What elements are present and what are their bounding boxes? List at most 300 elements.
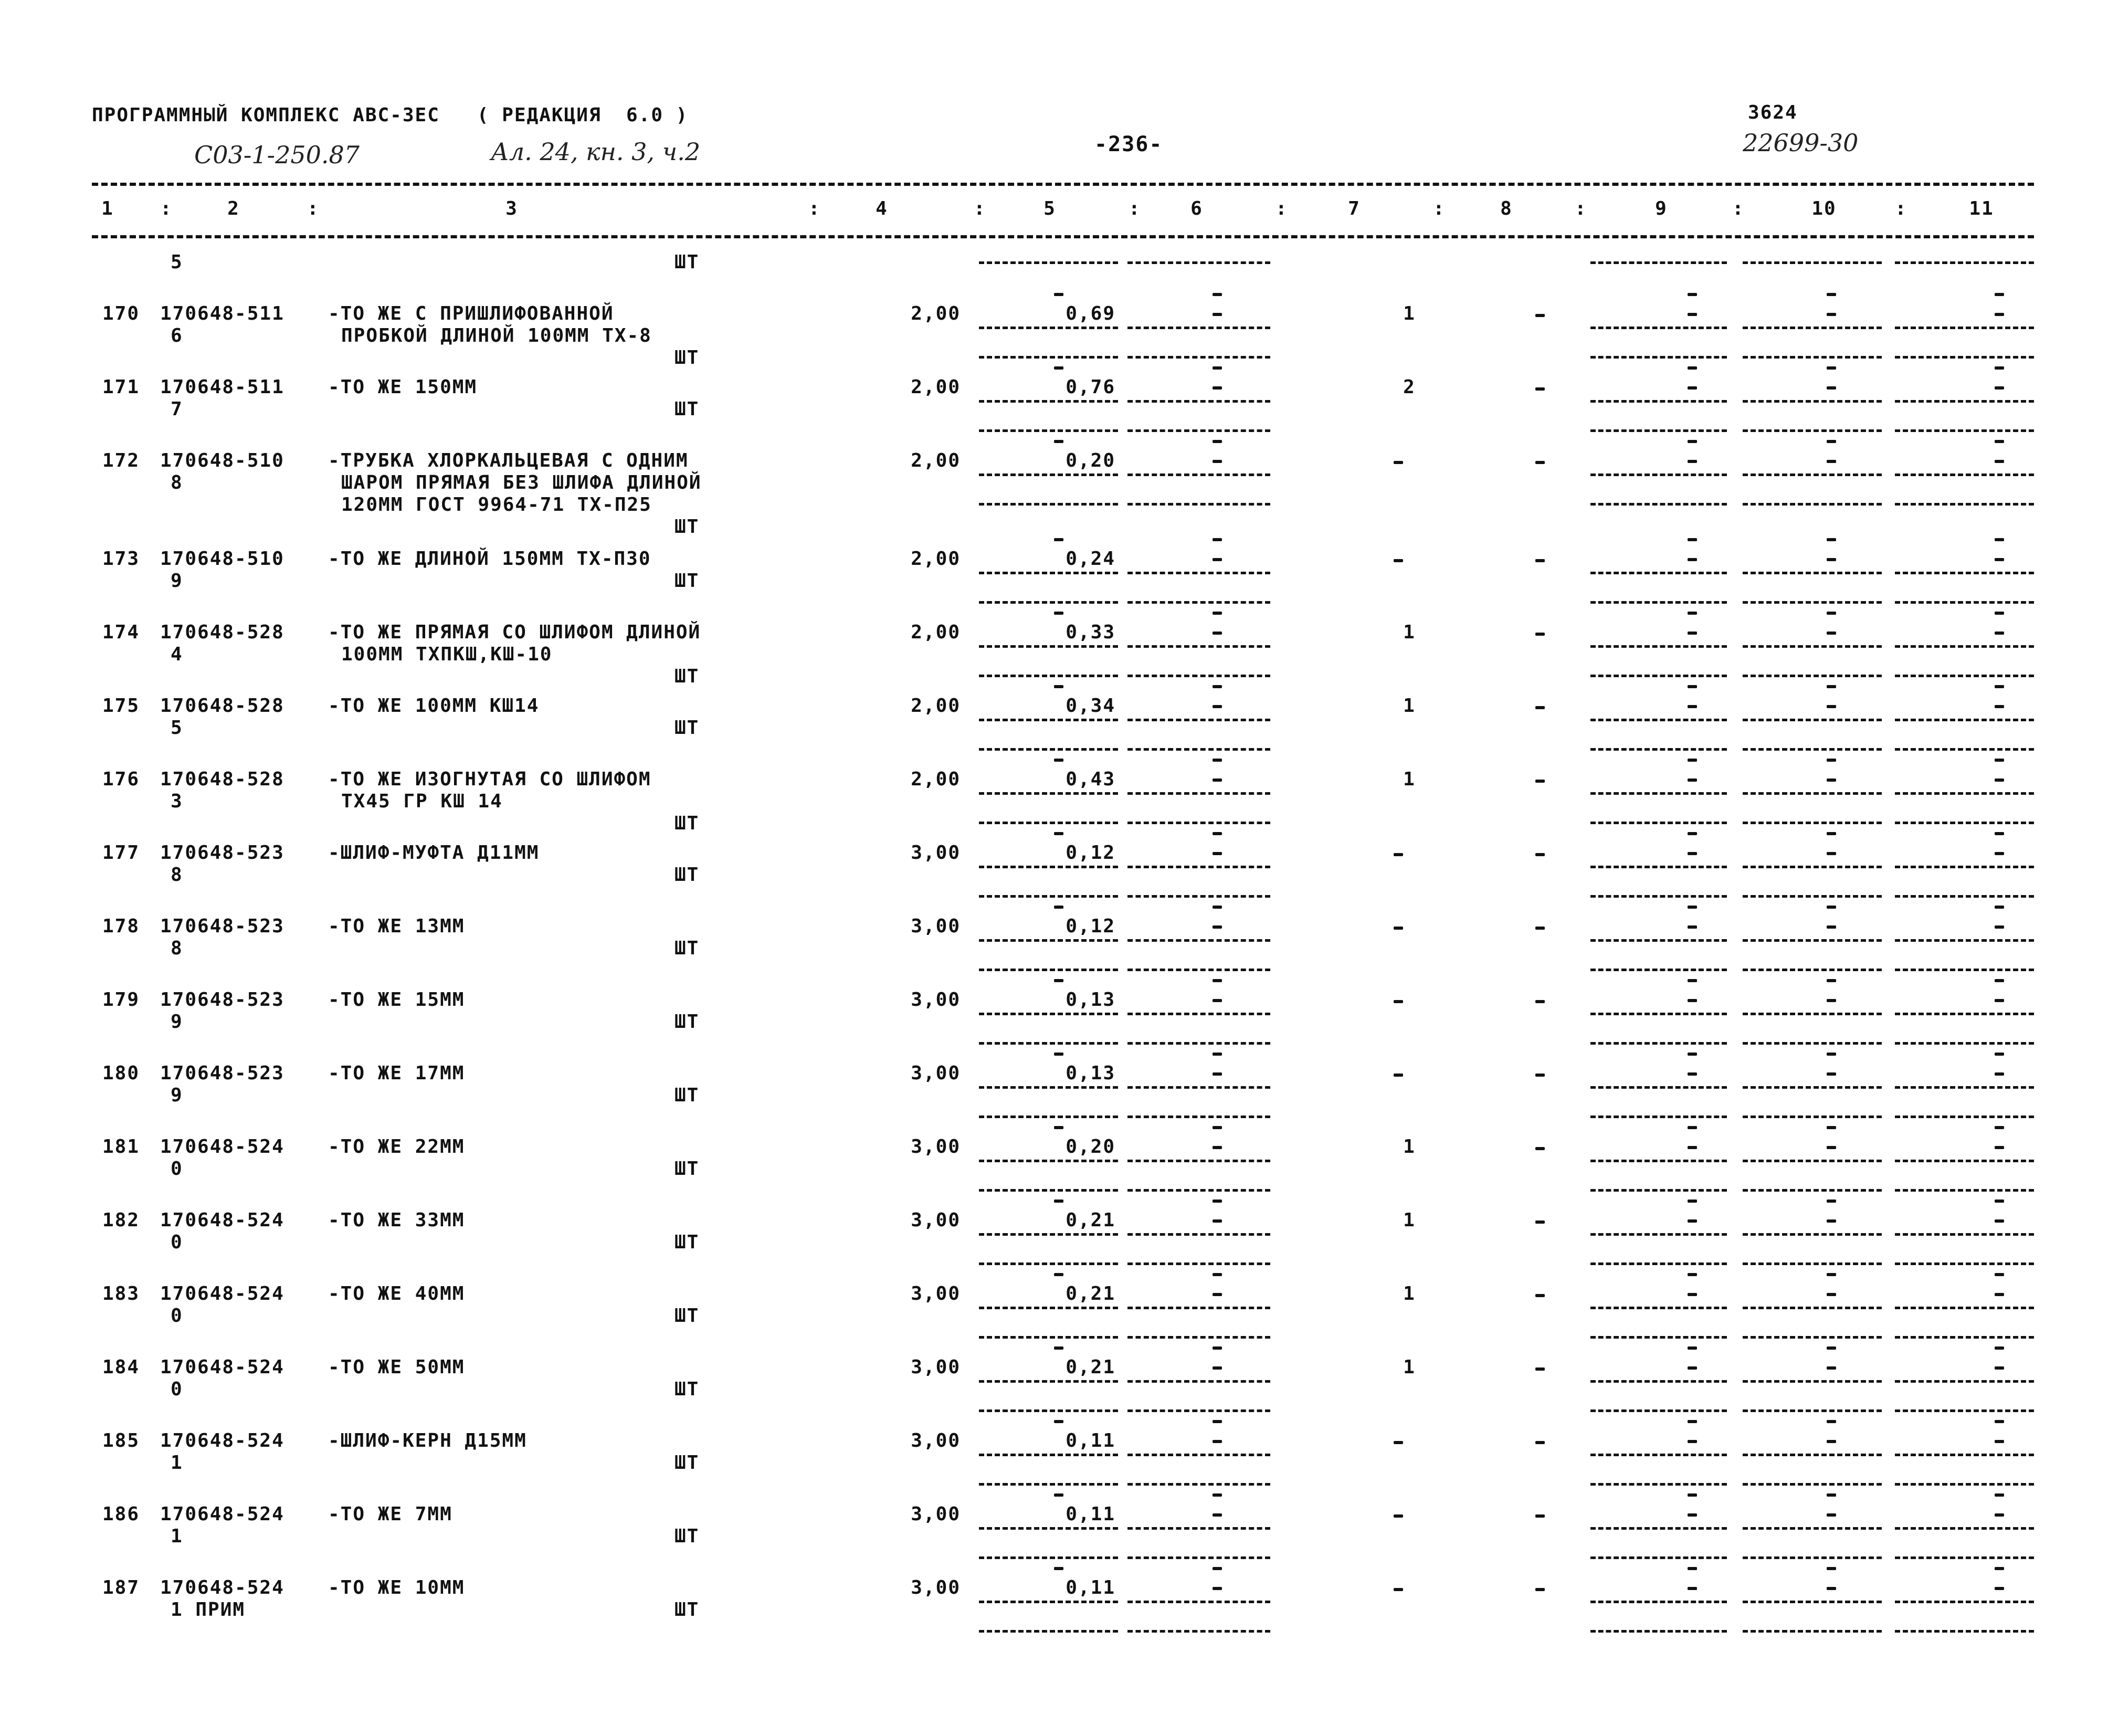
cell-rule [1895, 1042, 2034, 1045]
cell-rule [1895, 327, 2034, 329]
cell-rule [1127, 1601, 1270, 1603]
unit-cell: ШТ [674, 1525, 700, 1547]
row-description-line: 100ММ ТХПКШ,КШ-10 [341, 644, 553, 665]
price-cell: 0,34 [1066, 695, 1115, 717]
dash-mark [1688, 1273, 1697, 1276]
row-code: 170648-528 [160, 769, 284, 790]
row-code: 170648-524 [160, 1136, 284, 1158]
dash-mark [1827, 1513, 1836, 1517]
row-description-line: -ТО ЖЕ 33ММ [328, 1209, 465, 1231]
column-header-11: 11 [1969, 198, 1994, 219]
price-cell: 0,11 [1066, 1430, 1115, 1451]
price-cell: 0,43 [1066, 769, 1115, 790]
dash-mark [1995, 1053, 2004, 1056]
cell-rule [1743, 1630, 1882, 1633]
cell-rule [979, 1601, 1118, 1603]
cell-rule [1743, 1556, 1882, 1559]
dash-mark [1827, 1072, 1836, 1076]
cell-rule [1590, 261, 1727, 264]
quantity-cell: 2,00 [911, 450, 961, 471]
column7-value: 1 [1403, 622, 1416, 643]
dash-mark [1995, 759, 2004, 762]
dash-mark [1827, 632, 1836, 635]
dash-mark [1213, 979, 1222, 982]
cell-rule [979, 261, 1118, 264]
cell-rule [1895, 1233, 2034, 1236]
dash-mark [1688, 1440, 1697, 1443]
cell-rule [1743, 939, 1882, 942]
dash-mark [1995, 632, 2004, 635]
row-code: 170648-510 [160, 450, 284, 471]
dash-mark [1688, 906, 1697, 909]
dash-mark [1688, 852, 1697, 855]
row-description-line: -ТО ЖЕ С ПРИШЛИФОВАННОЙ [328, 303, 614, 324]
price-cell: 0,11 [1066, 1503, 1115, 1525]
column7-value: 1 [1403, 695, 1416, 717]
cell-rule [1743, 1160, 1882, 1162]
dash-mark [1213, 759, 1222, 762]
cell-rule [1743, 1601, 1882, 1603]
dash-mark [1827, 1567, 1836, 1570]
cell-rule [1127, 474, 1270, 476]
row-number: 185 [102, 1430, 140, 1451]
price-cell: 0,24 [1066, 548, 1115, 570]
cell-rule [1590, 1189, 1727, 1192]
column-header-1: 1 [101, 198, 114, 219]
dash-mark [1535, 314, 1545, 317]
price-cell: 0,76 [1066, 376, 1115, 398]
dash-mark [1054, 1567, 1063, 1570]
cell-rule [1127, 1556, 1270, 1559]
row-code-line2: 1 [171, 1452, 183, 1474]
cell-rule [1743, 429, 1882, 432]
dash-mark [1827, 612, 1836, 615]
dash-mark [1054, 1493, 1063, 1497]
price-cell: 0,20 [1066, 450, 1115, 471]
dash-mark [1827, 1273, 1836, 1276]
dash-mark [1688, 1587, 1697, 1590]
row-description-line: -ШЛИФ-КЕРН Д15ММ [328, 1430, 527, 1451]
column-separator: : [1276, 198, 1288, 219]
dash-mark [1995, 979, 2004, 982]
cell-rule [1590, 1380, 1727, 1383]
unit-cell: ШТ [674, 717, 700, 739]
row-code: 170648-523 [160, 842, 284, 864]
dash-mark [1535, 1514, 1545, 1518]
dash-mark [1827, 1440, 1836, 1443]
code-bottom: 22699-30 [1743, 129, 1859, 157]
column-header-3: 3 [505, 198, 518, 219]
cell-rule [1895, 400, 2034, 403]
cell-rule [1127, 969, 1270, 971]
cell-rule [979, 1233, 1118, 1236]
cell-rule [979, 503, 1118, 506]
dash-mark [1827, 1346, 1836, 1350]
dash-mark [1688, 538, 1697, 541]
cell-rule [1590, 748, 1727, 751]
cell-rule [1127, 939, 1270, 942]
cell-rule [1895, 1116, 2034, 1118]
dash-mark [1827, 1587, 1836, 1590]
dash-mark [1535, 1294, 1545, 1297]
cell-rule [1590, 939, 1727, 942]
cell-rule [1895, 1336, 2034, 1339]
cell-rule [1127, 1336, 1270, 1339]
album-reference: Ал. 24, кн. 3, ч.2 [491, 138, 701, 166]
cell-rule [979, 969, 1118, 971]
row-description-line: -ШЛИФ-МУФТА Д11ММ [328, 842, 540, 864]
column-header-8: 8 [1500, 198, 1513, 219]
dash-mark [1213, 925, 1222, 929]
cell-rule [1590, 675, 1727, 677]
row-number: 182 [102, 1209, 140, 1231]
cell-rule [1743, 866, 1882, 868]
cell-rule [1895, 601, 2034, 604]
row-description-line: ПРОБКОЙ ДЛИНОЙ 100ММ ТХ-8 [341, 325, 652, 346]
dash-mark [1054, 906, 1063, 909]
column7-value: 1 [1403, 303, 1416, 324]
cell-rule [1743, 1483, 1882, 1486]
dash-mark [1054, 293, 1063, 296]
dash-mark [1688, 1072, 1697, 1076]
cell-rule [1127, 1189, 1270, 1192]
cell-rule [1127, 1233, 1270, 1236]
dash-mark [1688, 1493, 1697, 1497]
column7-value: 1 [1403, 769, 1416, 790]
cell-rule [1895, 1454, 2034, 1456]
row-code: 170648-524 [160, 1283, 284, 1304]
dash-mark [1054, 1053, 1063, 1056]
cell-rule [1743, 1013, 1882, 1015]
cell-rule [1127, 748, 1270, 751]
dash-mark [1827, 366, 1836, 370]
row-code-line2: 3 [171, 791, 183, 812]
cell-rule [1590, 429, 1727, 432]
row-code: 170648-523 [160, 916, 284, 937]
dash-mark [1688, 366, 1697, 370]
price-cell: 0,13 [1066, 1062, 1115, 1084]
dash-mark [1827, 1293, 1836, 1296]
row-number: 181 [102, 1136, 140, 1158]
quantity-cell: 2,00 [911, 695, 961, 717]
dash-mark [1213, 1346, 1222, 1350]
cell-rule [1590, 822, 1727, 824]
cell-rule [1895, 1380, 2034, 1383]
cell-rule [1895, 792, 2034, 795]
unit-cell: ШТ [674, 938, 700, 959]
cell-rule [1743, 400, 1882, 403]
row-code-line2: 1 ПРИМ [171, 1599, 246, 1621]
row-description-line: -ТО ЖЕ 50ММ [328, 1356, 465, 1378]
cell-rule [1743, 675, 1882, 677]
dash-mark [1213, 1567, 1222, 1570]
dash-mark [1213, 906, 1222, 909]
row-code: 170648-511 [160, 303, 284, 324]
dash-mark [1535, 633, 1545, 636]
dash-mark [1688, 313, 1697, 316]
quantity-cell: 3,00 [911, 1503, 961, 1525]
dash-mark [1213, 1440, 1222, 1443]
row-description-line: 120ММ ГОСТ 9964-71 ТХ-П25 [341, 494, 652, 515]
cell-rule [1743, 1189, 1882, 1192]
dash-mark [1213, 832, 1222, 835]
dash-mark [1827, 852, 1836, 855]
cell-rule [1127, 719, 1270, 721]
cell-rule [1895, 866, 2034, 868]
dash-mark [1827, 460, 1836, 463]
dash-mark [1827, 925, 1836, 929]
unit-cell: ШТ [674, 1085, 700, 1106]
dash-mark [1213, 1273, 1222, 1276]
cell-rule [1895, 474, 2034, 476]
dash-mark [1827, 1420, 1836, 1423]
cell-rule [1895, 1160, 2034, 1162]
dash-mark [1827, 1200, 1836, 1203]
header-rule-bottom [92, 235, 2034, 238]
cell-rule [1127, 895, 1270, 898]
cell-rule [1127, 400, 1270, 403]
dash-mark [1213, 1513, 1222, 1517]
dash-mark [1995, 1366, 2004, 1370]
cell-rule [1127, 866, 1270, 868]
dash-mark [1213, 1053, 1222, 1056]
cell-rule [979, 601, 1118, 604]
dash-mark [1054, 832, 1063, 835]
dash-mark [1213, 1293, 1222, 1296]
dash-mark [1827, 1053, 1836, 1056]
cell-rule [1127, 261, 1270, 264]
dash-mark [1394, 1441, 1403, 1444]
cell-rule [1743, 1454, 1882, 1456]
dash-mark [1394, 927, 1403, 930]
row-number: 176 [102, 769, 140, 790]
cell-rule [1895, 748, 2034, 751]
row-description-line: -ТО ЖЕ ИЗОГНУТАЯ СО ШЛИФОМ [328, 769, 651, 790]
cell-rule [1590, 356, 1727, 359]
cell-rule [1743, 792, 1882, 795]
row-number: 177 [102, 842, 140, 864]
dash-mark [1213, 538, 1222, 541]
cell-rule [1743, 1042, 1882, 1045]
unit-cell: ШТ [674, 1158, 700, 1180]
row-number: 175 [102, 695, 140, 717]
dash-mark [1688, 1293, 1697, 1296]
cell-rule [1895, 572, 2034, 574]
dash-mark [1995, 313, 2004, 316]
dash-mark [1995, 778, 2004, 782]
cell-rule [1743, 601, 1882, 604]
row-code-line2: 9 [171, 570, 183, 592]
cell-rule [1895, 1013, 2034, 1015]
dash-mark [1995, 925, 2004, 929]
quantity-cell: 2,00 [911, 376, 961, 398]
dash-mark [1827, 685, 1836, 688]
dash-mark [1054, 1273, 1063, 1276]
row-description-line: -ТО ЖЕ 150ММ [328, 376, 478, 398]
price-cell: 0,12 [1066, 916, 1115, 937]
row-number: 178 [102, 916, 140, 937]
cell-rule [1590, 1483, 1727, 1486]
cell-rule [1743, 327, 1882, 329]
dash-mark [1213, 386, 1222, 390]
cell-rule [979, 719, 1118, 721]
price-cell: 0,21 [1066, 1209, 1115, 1231]
dash-mark [1688, 1126, 1697, 1129]
cell-rule [979, 675, 1118, 677]
cell-rule [1743, 748, 1882, 751]
dash-mark [1688, 1346, 1697, 1350]
row-description-line: -ТО ЖЕ 100ММ КШ14 [328, 695, 540, 717]
column-header-6: 6 [1190, 198, 1203, 219]
dash-mark [1688, 460, 1697, 463]
unit-cell: ШТ [674, 1379, 700, 1400]
code-top: 3624 [1748, 102, 1798, 123]
cell-rule [1590, 327, 1727, 329]
dash-mark [1688, 979, 1697, 982]
price-cell: 0,13 [1066, 989, 1115, 1011]
dash-mark [1054, 685, 1063, 688]
cell-rule [1590, 1336, 1727, 1339]
row-code-line2: 8 [171, 472, 183, 493]
row-description-line: -ТО ЖЕ 15ММ [328, 989, 465, 1011]
dash-mark [1995, 906, 2004, 909]
cell-rule [1127, 1307, 1270, 1309]
cell-rule [1743, 1336, 1882, 1339]
column-separator: : [160, 198, 173, 219]
dash-mark [1827, 778, 1836, 782]
dash-mark [1995, 1126, 2004, 1129]
unit-cell: ШТ [674, 1452, 700, 1474]
cell-rule [1895, 719, 2034, 721]
cell-rule [979, 1483, 1118, 1486]
cell-rule [1895, 675, 2034, 677]
cell-rule [1895, 1307, 2034, 1309]
column-separator: : [1129, 198, 1141, 219]
unit-cell: ШТ [674, 1305, 700, 1327]
header-rule-top [92, 183, 2034, 186]
dash-mark [1213, 852, 1222, 855]
cell-rule [1895, 1483, 2034, 1486]
quantity-cell: 3,00 [911, 916, 961, 937]
dash-mark [1827, 538, 1836, 541]
dash-mark [1688, 1567, 1697, 1570]
dash-mark [1688, 778, 1697, 782]
dash-mark [1995, 832, 2004, 835]
dash-mark [1054, 1126, 1063, 1129]
column7-value: 1 [1403, 1136, 1416, 1158]
dash-mark [1827, 1126, 1836, 1129]
cell-rule [1127, 822, 1270, 824]
row-code-line2: 0 [171, 1305, 183, 1327]
column-separator: : [1732, 198, 1745, 219]
dash-mark [1535, 1588, 1545, 1591]
cell-rule [1590, 1630, 1727, 1633]
row-number: 172 [102, 450, 140, 471]
cell-rule [1590, 1527, 1727, 1530]
quantity-cell: 2,00 [911, 769, 961, 790]
row-number: 173 [102, 548, 140, 570]
cell-rule [1127, 601, 1270, 604]
row-description-line: -ТО ЖЕ ДЛИНОЙ 150ММ ТХ-П30 [328, 548, 651, 570]
column-separator: : [1575, 198, 1587, 219]
price-cell: 0,21 [1066, 1356, 1115, 1378]
unit-cell: ШТ [674, 1599, 700, 1621]
row-code: 170648-510 [160, 548, 284, 570]
dash-mark [1213, 705, 1222, 708]
cell-rule [979, 1556, 1118, 1559]
dash-mark [1995, 1587, 2004, 1590]
dash-mark [1995, 1440, 2004, 1443]
cell-rule [1743, 719, 1882, 721]
cell-rule [1743, 1116, 1882, 1118]
cell-rule [1127, 675, 1270, 677]
unit-cell: ШТ [674, 813, 700, 834]
cell-rule [1590, 866, 1727, 868]
unit-cell: ШТ [674, 864, 700, 886]
cell-rule [1743, 645, 1882, 648]
dash-mark [1688, 832, 1697, 835]
cell-rule [979, 429, 1118, 432]
row-description-line: ШАРОМ ПРЯМАЯ БЕЗ ШЛИФА ДЛИНОЙ [341, 472, 702, 493]
cell-rule [979, 1527, 1118, 1530]
dash-mark [1688, 632, 1697, 635]
cell-rule [1590, 792, 1727, 795]
cell-rule [1590, 895, 1727, 898]
cell-rule [979, 1380, 1118, 1383]
dash-mark [1394, 1588, 1403, 1591]
dash-mark [1213, 366, 1222, 370]
dash-mark [1827, 906, 1836, 909]
cell-rule [979, 1336, 1118, 1339]
row-code-line2: 8 [171, 938, 183, 959]
dash-mark [1213, 293, 1222, 296]
dash-mark [1688, 999, 1697, 1002]
row-description-line: -ТО ЖЕ 10ММ [328, 1577, 465, 1598]
dash-mark [1995, 440, 2004, 443]
cell-rule [979, 939, 1118, 942]
cell-rule [1127, 1262, 1270, 1265]
cell-rule [979, 327, 1118, 329]
row-code: 170648-528 [160, 622, 284, 643]
cell-rule [1895, 1601, 2034, 1603]
cell-rule [1743, 1086, 1882, 1089]
cell-rule [1590, 1556, 1727, 1559]
cell-rule [1590, 1601, 1727, 1603]
cell-rule [979, 1630, 1118, 1633]
dash-mark [1535, 1147, 1545, 1150]
row-code: 170648-528 [160, 695, 284, 717]
dash-mark [1995, 685, 2004, 688]
row-number: 170 [102, 303, 140, 324]
dash-mark [1394, 853, 1403, 856]
cell-rule [979, 792, 1118, 795]
cell-rule [1590, 601, 1727, 604]
cell-rule [1590, 1086, 1727, 1089]
row-number: 183 [102, 1283, 140, 1304]
cell-rule [979, 1013, 1118, 1015]
cell-rule [1127, 1409, 1270, 1412]
cell-rule [1590, 1454, 1727, 1456]
column-separator: : [808, 198, 821, 219]
dash-mark [1213, 558, 1222, 561]
quantity-cell: 3,00 [911, 1209, 961, 1231]
row-code: 170648-511 [160, 376, 284, 398]
column7-value: 1 [1403, 1283, 1416, 1304]
dash-mark [1054, 1200, 1063, 1203]
dash-mark [1213, 1420, 1222, 1423]
row-code: 170648-524 [160, 1356, 284, 1378]
cell-rule [1127, 1454, 1270, 1456]
